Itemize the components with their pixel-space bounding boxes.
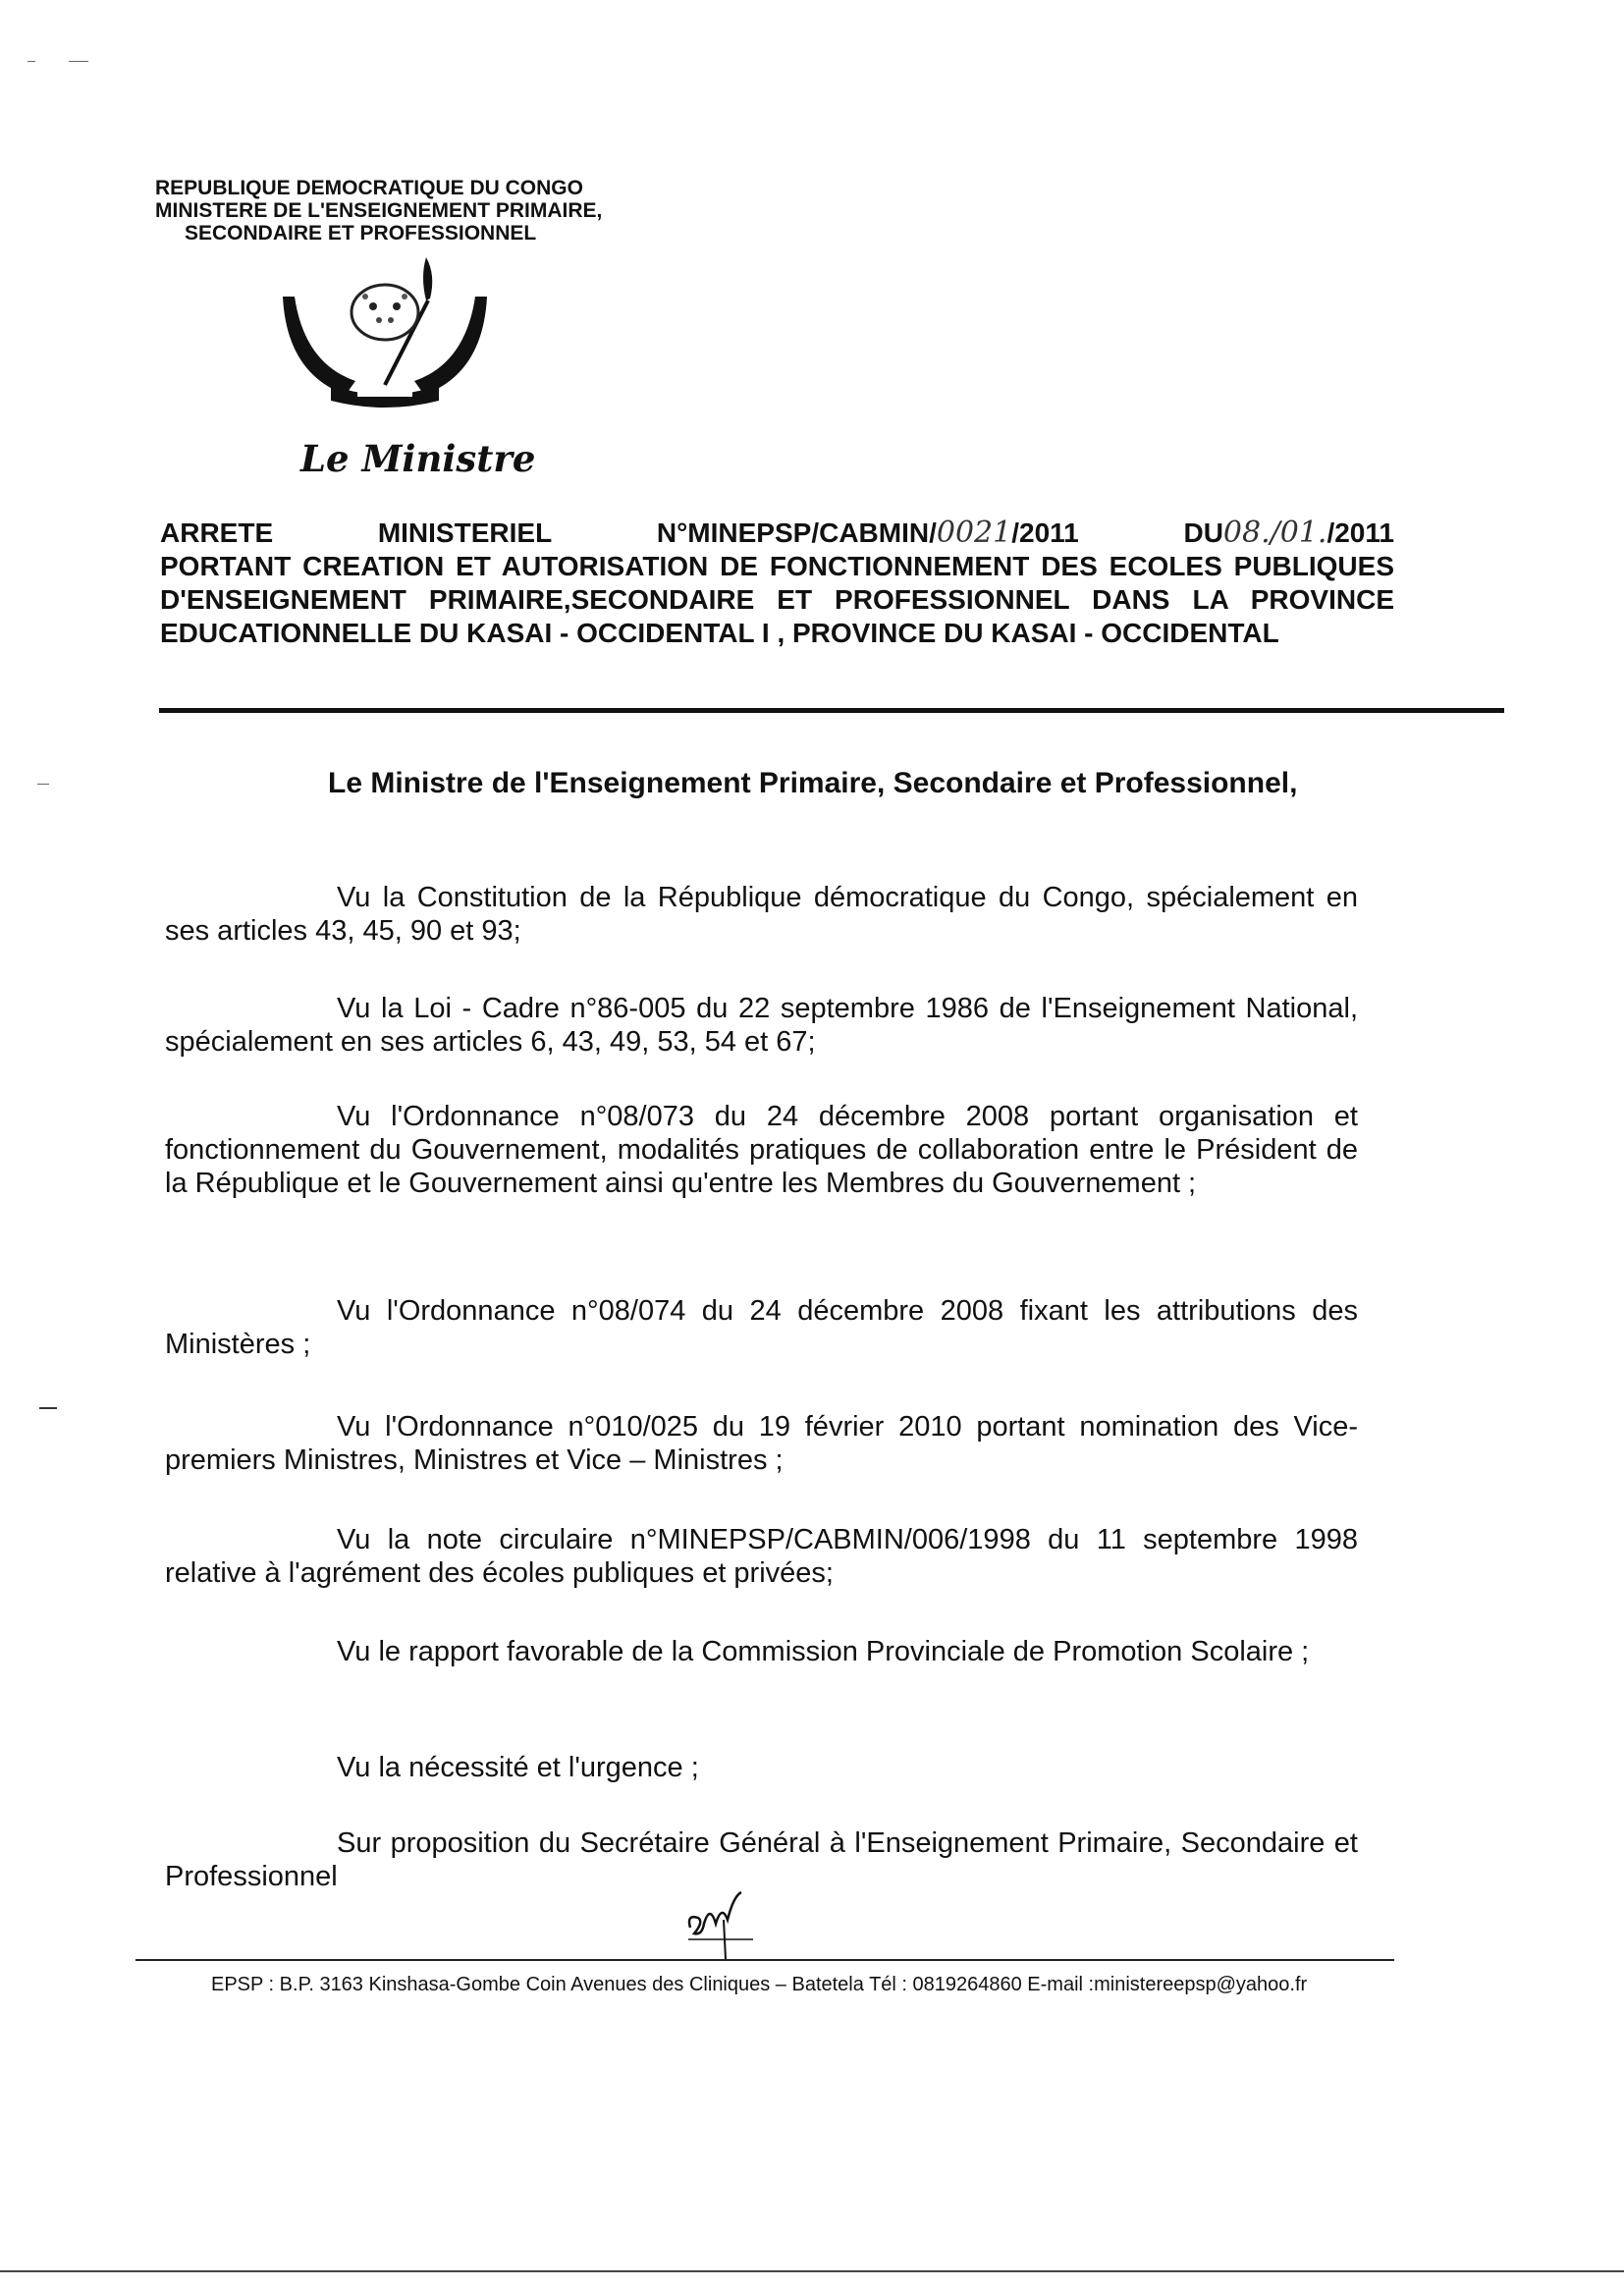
letterhead-ministry-cont: SECONDAIRE ET PROFESSIONNEL bbox=[185, 222, 537, 245]
consideration-note-circulaire: Vu la note circulaire n°MINEPSP/CABMIN/006/1998 du 11 septembre 1998 relative à l'agrément des écoles publiques et privées; bbox=[165, 1524, 1358, 1589]
page-bottom-edge bbox=[0, 2270, 1624, 2272]
consideration-constitution: Vu la Constitution de la République démocratique du Congo, spécialement en ses articles 43, 45, 90 et 93; bbox=[165, 882, 1358, 947]
handwritten-initials-icon bbox=[684, 1884, 759, 1961]
footer-contact: EPSP : B.P. 3163 Kinshasa-Gombe Coin Avenues des Cliniques – Batetela Tél : 0819264860 E-mail :ministereepsp@yahoo.fr bbox=[211, 1974, 1308, 1995]
letterhead bbox=[155, 177, 602, 245]
letterhead-country: REPUBLIQUE DEMOCRATIQUE DU CONGO bbox=[155, 177, 583, 199]
decree-title bbox=[160, 517, 1394, 650]
consideration-ordonnance-074: Vu l'Ordonnance n°08/074 du 24 décembre 2008 fixant les attributions des Ministères ; bbox=[165, 1295, 1358, 1360]
decree-number: N°MINEPSP/CABMIN/0021/2011 bbox=[656, 516, 1079, 550]
scan-mark bbox=[39, 1407, 57, 1409]
decree-type: ARRETE bbox=[160, 518, 274, 548]
scan-mark bbox=[37, 784, 49, 785]
decree-subject: PORTANT CREATION ET AUTORISATION DE FONCTIONNEMENT DES ECOLES PUBLIQUES D'ENSEIGNEMENT PRIMAIRE,SECONDAIRE ET PROFESSIONNEL DANS LA PROVINCE EDUCATIONNELLE DU KASAI - OCCIDENTAL I , PROVINCE DU KASAI - OCCIDENTAL bbox=[160, 551, 1394, 648]
minister-intro: Le Ministre de l'Enseignement Primaire, Secondaire et Professionnel, bbox=[328, 767, 1298, 799]
decree-date: DU08./01./2011 bbox=[1183, 516, 1394, 550]
decree-date-handwritten: 08./01. bbox=[1222, 516, 1327, 550]
consideration-ordonnance-025: Vu l'Ordonnance n°010/025 du 19 février 2010 portant nomination des Vice-premiers Ministres, Ministres et Vice – Ministres ; bbox=[165, 1411, 1358, 1476]
signatory-heading: Le Ministre bbox=[300, 437, 536, 480]
decree-number-handwritten: 0021 bbox=[936, 516, 1012, 550]
consideration-rapport: Vu le rapport favorable de la Commission Provinciale de Promotion Scolaire ; bbox=[337, 1636, 1310, 1667]
footer-divider bbox=[135, 1959, 1394, 1961]
consideration-urgence: Vu la nécessité et l'urgence ; bbox=[337, 1752, 699, 1783]
scan-mark bbox=[27, 61, 35, 62]
letterhead-ministry: MINISTERE DE L'ENSEIGNEMENT PRIMAIRE, bbox=[155, 199, 603, 222]
decree-reference-line bbox=[160, 517, 1394, 550]
decree-qualifier: MINISTERIEL bbox=[377, 518, 553, 548]
consideration-loi-cadre: Vu la Loi - Cadre n°86-005 du 22 septembre 1986 de l'Enseignement National, spécialement en ses articles 6, 43, 49, 53, 54 et 67; bbox=[165, 993, 1358, 1058]
title-divider bbox=[159, 708, 1504, 713]
consideration-proposition: Sur proposition du Secrétaire Général à l'Enseignement Primaire, Secondaire et Professionnel bbox=[165, 1827, 1358, 1892]
consideration-ordonnance-073: Vu l'Ordonnance n°08/073 du 24 décembre 2008 portant organisation et fonctionnement du Gouvernement, modalités pratiques de collaboration entre le Président de la République et le Gouvernement ainsi qu'entre les Membres du Gouvernement ; bbox=[165, 1101, 1358, 1199]
scan-mark bbox=[69, 61, 88, 62]
coat-of-arms-icon bbox=[277, 257, 493, 412]
